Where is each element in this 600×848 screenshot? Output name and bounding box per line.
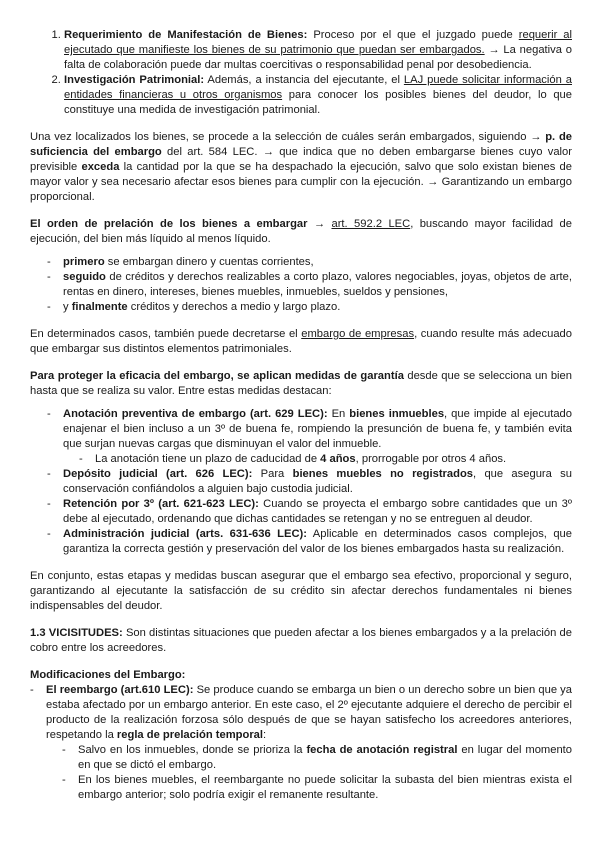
paragraph-garantia: Para proteger la eficacia del embargo, se aplican medidas de garantía desde que se selecciona un bien hasta que se realiza su valor. Entre estas medidas destacan: (30, 370, 572, 397)
list-item: - Depósito judicial (art. 626 LEC): Para bienes muebles no registrados, que asegura su conservación confiándolos a alguien bajo custodia judicial. (63, 467, 572, 497)
numbered-list-manifestation (30, 28, 572, 118)
list-item: - El reembargo (art.610 LEC): Se produce cuando se embarga un bien o un derecho sobre un bien que ya estaba afectado por un embargo anterior. En este caso, el 2º ejecutante adquiere el derecho de percibir el producto de la realización forzosa sólo después de que se hayan satisfecho los acreedores anteriores, respetando la regla de prelación temporal: - Salvo en los inmuebles, donde se prioriza la fecha de anotación registral en lugar del momento en que se dictó el embargo. - En los bienes muebles, el reembargante no puede solicitar la subasta del bien mientras exista el embargo anterior; solo podría exigir el remanente resultante. (46, 683, 572, 803)
orden-list (30, 255, 572, 315)
sub-list-item: - En los bienes muebles, el reembargante no puede solicitar la subasta del bien mientras exista el embargo anterior; solo podría exigir el remanente resultante. (78, 773, 572, 803)
list-item: 1. Requerimiento de Manifestación de Bienes: Proceso por el que el juzgado puede requerir al ejecutado que manifieste los bienes de su patrimonio que puedan ser embargados. → La negativa o falta de colaboración puede dar multas coercitivas o responsabilidad penal por desobediencia. (64, 28, 572, 73)
document-page (30, 28, 572, 803)
section-heading: 1.3 VICISITUDES: (30, 627, 123, 639)
modificaciones-heading: Modificaciones del Embargo: (30, 669, 186, 681)
list-item: - Retención por 3º (art. 621-623 LEC): Cuando se proyecta el embargo sobre cantidades que un 3º debe al ejecutado, ordenando que dichas cantidades se retengan y no se entreguen al deudor. (63, 497, 572, 527)
paragraph-vicisitudes: 1.3 VICISITUDES: Son distintas situaciones que pueden afectar a los bienes embargados y a la prelación de cobro entre los acreedores. (30, 627, 572, 654)
sub-list (63, 452, 572, 467)
underlined-text: LAJ puede solicitar información a entidades financieras u otros organismos (64, 74, 572, 101)
list-item: - seguido de créditos y derechos realizables a corto plazo, valores negociables, joyas, objetos de arte, rentas en dinero, intereses, bienes muebles, inmuebles, sueldos y pensiones, (63, 270, 572, 300)
paragraph-orden-prelacion: El orden de prelación de los bienes a embargar → art. 592.2 LEC, buscando mayor facilidad de ejecución, del bien más líquido al menos líquido. (30, 218, 572, 245)
list-item: - Anotación preventiva de embargo (art. 629 LEC): En bienes inmuebles, que impide al ejecutado enajenar el bien incluso a un 3º de buena fe, rompiendo la presunción de buena fe, y también evita que surjan nuevas cargas que disminuyan el valor del inmueble. - La anotación tiene un plazo de caducidad de 4 años, prorrogable por otros 4 años. (63, 407, 572, 467)
sub-list (46, 743, 572, 803)
modificaciones-list (30, 683, 572, 803)
paragraph-seleccion: Una vez localizados los bienes, se procede a la selección de cuáles serán embargados, siguiendo → p. de suficiencia del embargo del art. 584 LEC. → que indica que no deben embargarse bienes cuyo valor previsible exceda la cantidad por la que se ha despachado la ejecución, salvo que solo existan bienes de mayor valor y sea necesario afectar esos bienes para cumplir con la ejecución. → Garantizando un embargo proporcional. (30, 131, 573, 203)
sub-list-item: - La anotación tiene un plazo de caducidad de 4 años, prorrogable por otros 4 años. (95, 452, 572, 467)
list-item: - primero se embargan dinero y cuentas corrientes, (63, 255, 572, 270)
item-heading: Requerimiento de Manifestación de Bienes: (64, 29, 308, 41)
list-item: - y finalmente créditos y derechos a medio y largo plazo. (63, 300, 572, 315)
paragraph-conjunto: En conjunto, estas etapas y medidas buscan asegurar que el embargo sea efectivo, proporcional y seguro, garantizando al ejecutante la satisfacción de su crédito sin afectar derechos fundamentales ni bienes indispensables del deudor. (30, 570, 572, 612)
article-reference: art. 592.2 LEC (331, 218, 411, 230)
list-item: 2. Investigación Patrimonial: Además, a instancia del ejecutante, el LAJ puede solicitar información a entidades financieras u otros organismos para conocer los posibles bienes del deudor, lo que constituye una medida de investigación patrimonial. (64, 73, 572, 118)
garantia-list (30, 407, 572, 557)
paragraph-empresas: En determinados casos, también puede decretarse el embargo de empresas, cuando resulte más adecuado que embargar sus distintos elementos patrimoniales. (30, 328, 572, 355)
item-heading: Investigación Patrimonial: (64, 74, 205, 86)
sub-list-item: - Salvo en los inmuebles, donde se prioriza la fecha de anotación registral en lugar del momento en que se dictó el embargo. (78, 743, 572, 773)
underlined-text: requerir al ejecutado que manifieste los bienes de su patrimonio que puedan ser embargados. (64, 29, 572, 56)
list-item: - Administración judicial (arts. 631-636 LEC): Aplicable en determinados casos complejos, que garantiza la correcta gestión y preservación del valor de los bienes embargados hasta su realización. (63, 527, 572, 557)
